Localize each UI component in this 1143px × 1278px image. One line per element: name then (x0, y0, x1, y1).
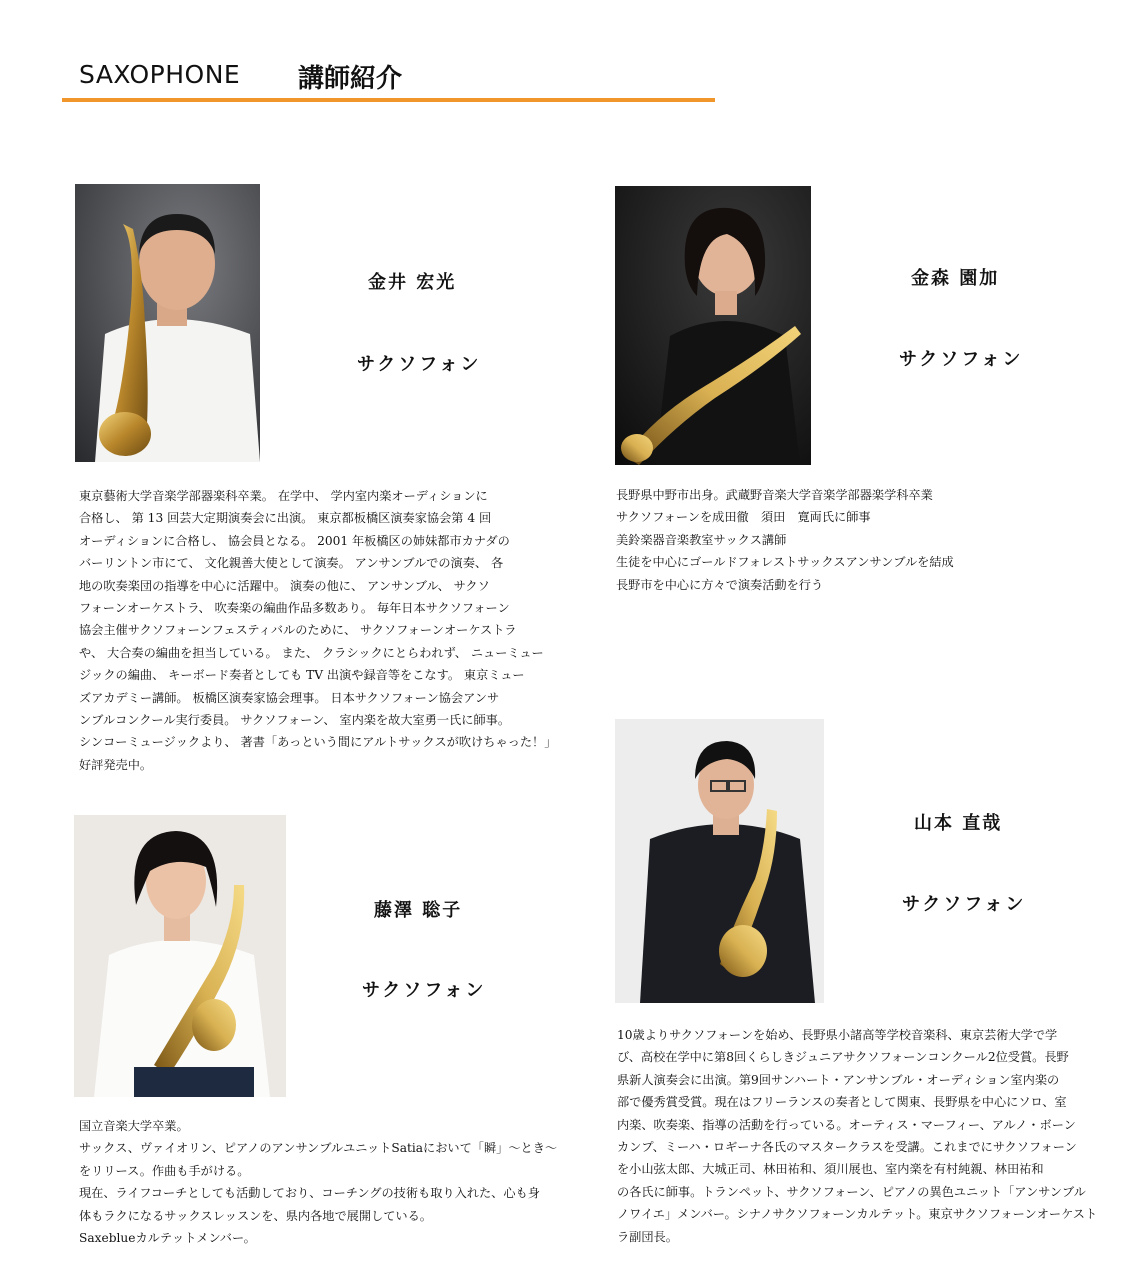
instructor-photo-2 (615, 186, 811, 465)
instructor-instrument-3: サクソフォン (362, 980, 487, 1001)
instructor-name-3: 藤澤 聡子 (374, 900, 463, 921)
instructor-bio-2: 長野県中野市出身。武蔵野音楽大学音楽学部器楽学科卒業 サクソフォーンを成田徹 須田 寛両氏に師事 美鈴楽器音楽教室サックス講師 生徒を中心にゴールドフォレストサックスアンサンブルを結成 長野市を中心に方々で演奏活動を行う (616, 488, 954, 592)
instructor-photo-4 (615, 719, 824, 1003)
page-title-en: SAXOPHONE (79, 60, 241, 89)
page-header (62, 52, 715, 102)
instructor-bio-3: 国立音楽大学卒業。 サックス、ヴァイオリン、ピアノのアンサンブルユニットSatiaにおいて「瞬」～とき～ をリリース。作曲も手がける。 現在、ライフコーチとしても活動しており、コーチングの技術も取り入れた、心も身 体もラクになるサックスレッスンを、県内各地で展開している。 Saxeblueカルテットメンバー。 (79, 1119, 558, 1246)
instructor-bio-4: 10歳よりサクソフォーンを始め、長野県小諸高等学校音楽科、東京芸術大学で学 び、高校在学中に第8回くらしきジュニアサクソフォーンコンクール2位受賞。長野 県新人演奏会に出演。第9回サンハート・アンサンブル・オーディション室内楽の 部で優秀賞受賞。現在はフリーランスの奏者として関東、長野県を中心にソロ、室 内楽、吹奏楽、指導の活動を行っている。オーティス・マーフィー、アルノ・ボーン カンプ、ミーハ・ロギーナ各氏のマスタークラスを受講。これまでにサクソフォーン を小山弦太郎、大城正司、林田祐和、須川展也、室内楽を有村純親、林田祐和 の各氏に師事。トランペット、サクソフォーン、ピアノの異色ユニット「アンサンブル ノワイエ」メンバー。シナノサクソフォーンカルテット。東京サクソフォーンオーケスト ラ副団長。 (617, 1028, 1098, 1244)
instructor-instrument-4: サクソフォン (902, 894, 1027, 915)
instructor-instrument-1: サクソフォン (357, 354, 482, 375)
instructor-instrument-2: サクソフォン (899, 349, 1024, 370)
page-title-jp: 講師紹介 (298, 64, 403, 94)
instructor-name-2: 金森 園加 (911, 268, 1000, 289)
instructor-bio-1: 東京藝術大学音楽学部器楽科卒業。 在学中、 学内室内楽オーディションに 合格し、 第 13 回芸大定期演奏会に出演。 東京都板橋区演奏家協会第 4 回 オーディションに合格し、 協会員となる。 2001 年板橋区の姉妹都市カナダの バーリントン市にて、 文化親善大使として演奏。 アンサンブルでの演奏、 各 地の吹奏楽団の指導を中心に活躍中。 演奏の他に、 アンサンブル、 サクソ フォーンオーケストラ、 吹奏楽の編曲作品多数あり。 毎年日本サクソフォーン 協会主催サクソフォーンフェスティバルのために、 サクソフォーンオーケストラ や、 大合奏の編曲を担当している。 また、 クラシックにとらわれず、 ニューミュー ジックの編曲、 キーボード奏者としても TV 出演や録音等をこなす。 東京ミュー ズアカデミー講師。 板橋区演奏家協会理事。 日本サクソフォーン協会アンサ ンブルコンクール実行委員。 サクソフォーン、 室内楽を故大室勇一氏に師事。 シンコーミュージックより、 著書「あっという間にアルトサックスが吹けちゃった！」 好評発売中。 (79, 489, 557, 772)
instructor-name-4: 山本 直哉 (914, 813, 1003, 834)
instructor-photo-3 (74, 815, 286, 1097)
instructor-name-1: 金井 宏光 (368, 272, 457, 293)
instructor-photo-1 (75, 184, 260, 462)
